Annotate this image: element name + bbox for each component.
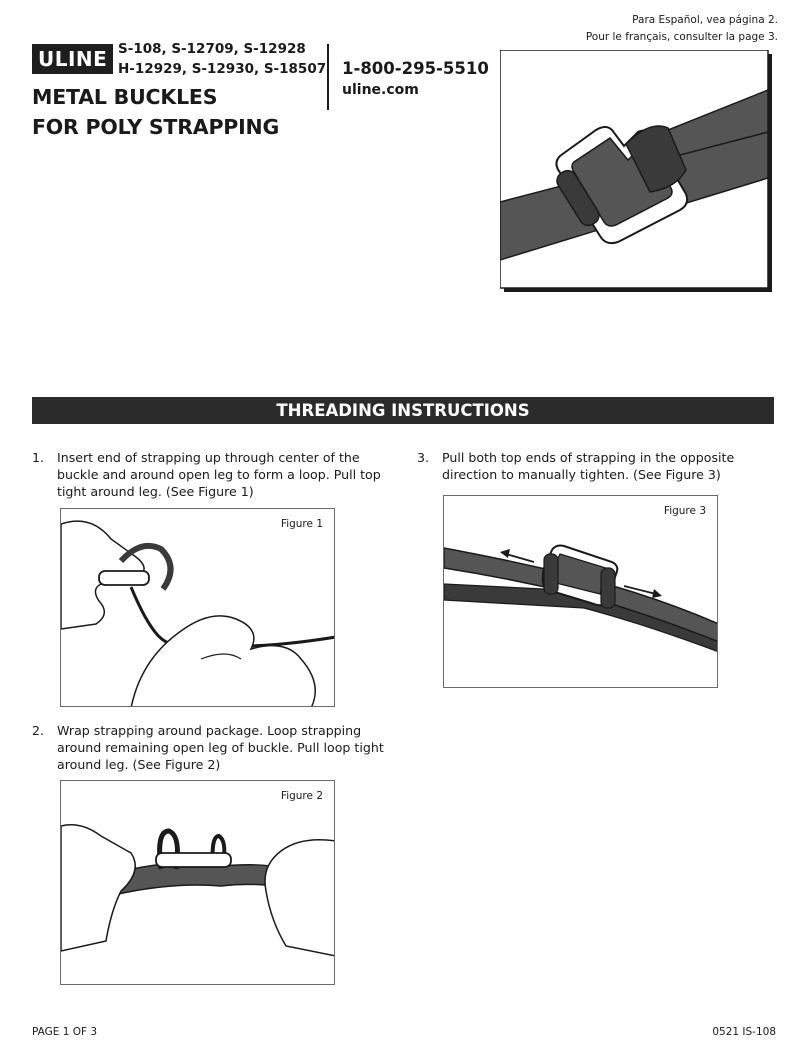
section-heading: THREADING INSTRUCTIONS: [32, 397, 774, 424]
model-line-1: S-108, S-12709, S-12928: [118, 41, 306, 57]
step-1-text: Insert end of strapping up through center of the buckle and around open leg to form a loop. Pull top tight around leg. (See Figure 1): [57, 450, 381, 499]
step-1: [32, 449, 397, 500]
buckle-illustration: [500, 50, 772, 292]
figure-3-illustration: [444, 496, 718, 688]
phone-number: 1-800-295-5510: [342, 59, 489, 78]
figure-2-illustration: [61, 781, 335, 985]
page-number: PAGE 1 OF 3: [32, 1026, 98, 1038]
figure-1-illustration: [61, 509, 335, 707]
spanish-note: Para Español, vea página 2.: [632, 14, 778, 26]
figure-2-label: Figure 2: [280, 790, 323, 802]
figure-1: [60, 508, 335, 707]
step-3-number: 3.: [417, 450, 430, 465]
step-2-text: Wrap strapping around package. Loop strapping around remaining open leg of buckle. Pull loop tight around leg. (See Figure 2): [57, 723, 384, 772]
figure-3-label: Figure 3: [663, 505, 706, 517]
step-3-text: Pull both top ends of strapping in the opposite direction to manually tighten. (See Figure 3): [442, 450, 735, 482]
header-divider: [327, 44, 329, 110]
figure-3: [443, 495, 718, 688]
document-code: 0521 IS-108: [712, 1026, 776, 1038]
figure-2: [60, 780, 335, 985]
website-link[interactable]: uline.com: [342, 82, 419, 98]
title-line-2: FOR POLY STRAPPING: [32, 115, 280, 139]
french-note: Pour le français, consulter la page 3.: [585, 31, 778, 43]
model-line-2: H-12929, S-12930, S-18507: [118, 61, 327, 77]
figure-1-label: Figure 1: [280, 518, 323, 530]
language-notes: [586, 12, 778, 46]
step-3: [417, 449, 762, 483]
step-2-number: 2.: [32, 723, 45, 738]
step-1-number: 1.: [32, 450, 45, 465]
uline-logo: ULINE: [32, 44, 113, 74]
model-numbers: [118, 39, 326, 79]
step-2: [32, 722, 397, 773]
document-title: [32, 82, 279, 142]
title-line-1: METAL BUCKLES: [32, 85, 218, 109]
